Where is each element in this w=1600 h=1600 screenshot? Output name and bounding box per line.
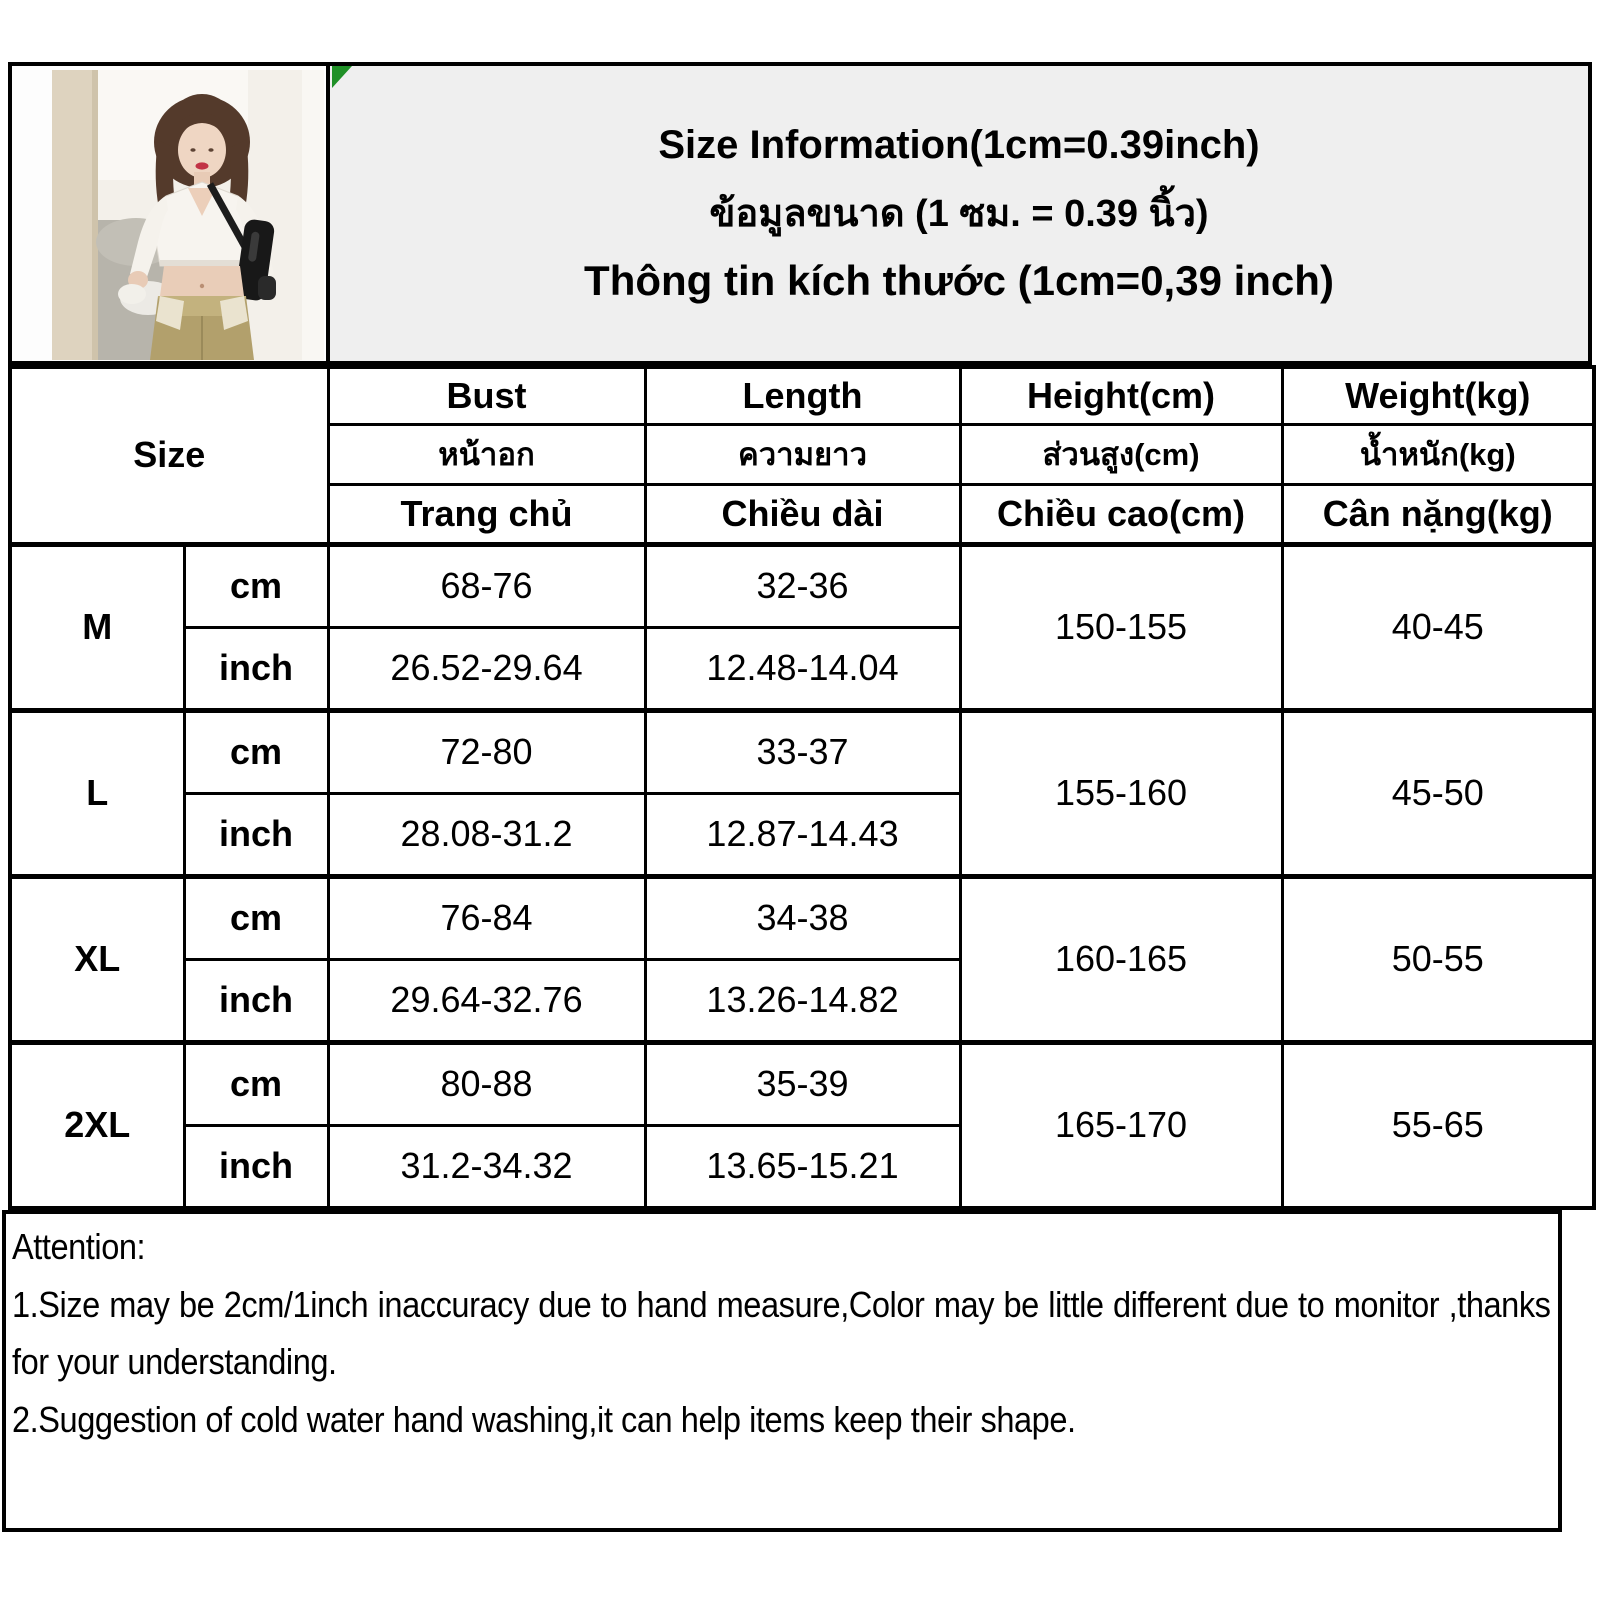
attention-box (2, 1210, 1562, 1532)
xl-weight: 50-55 (1282, 876, 1594, 1042)
xl-bust-inch: 29.64-32.76 (328, 959, 645, 1042)
col-header-bust-en: Bust (328, 367, 645, 424)
col-header-length-vi: Chiều dài (645, 484, 960, 544)
size-column-header: Size (10, 367, 328, 544)
unit-label-cm: cm (184, 876, 328, 959)
size-label-l: L (10, 710, 184, 876)
xl-height: 160-165 (960, 876, 1282, 1042)
unit-label-inch: inch (184, 959, 328, 1042)
col-header-bust-th: หน้าอก (328, 424, 645, 484)
unit-label-cm: cm (184, 544, 328, 627)
m-height: 150-155 (960, 544, 1282, 710)
size-table (8, 365, 1596, 1210)
header-section (8, 62, 1592, 365)
xl-bust-cm: 76-84 (328, 876, 645, 959)
title-vietnamese: Thông tin kích thước (1cm=0,39 inch) (584, 256, 1334, 304)
l-length-inch: 12.87-14.43 (645, 793, 960, 876)
col-header-height-vi: Chiều cao(cm) (960, 484, 1282, 544)
xl-length-cm: 34-38 (645, 876, 960, 959)
col-header-weight-en: Weight(kg) (1282, 367, 1594, 424)
2xl-length-inch: 13.65-15.21 (645, 1125, 960, 1208)
col-header-weight-vi: Cân nặng(kg) (1282, 484, 1594, 544)
m-length-cm: 32-36 (645, 544, 960, 627)
m-bust-inch: 26.52-29.64 (328, 627, 645, 710)
attention-note-2: 2.Suggestion of cold water hand washing,it can help items keep their shape. (12, 1398, 1076, 1440)
size-label-xl: XL (10, 876, 184, 1042)
title-cell (330, 62, 1592, 365)
l-length-cm: 33-37 (645, 710, 960, 793)
2xl-weight: 55-65 (1282, 1042, 1594, 1208)
col-header-length-en: Length (645, 367, 960, 424)
title-thai: ข้อมูลขนาด (1 ซม. = 0.39 นิ้ว) (709, 192, 1209, 235)
product-photo-cell (8, 62, 330, 365)
row-xl-cm (10, 876, 1594, 959)
m-length-inch: 12.48-14.04 (645, 627, 960, 710)
unit-label-inch: inch (184, 627, 328, 710)
l-bust-cm: 72-80 (328, 710, 645, 793)
unit-label-cm: cm (184, 1042, 328, 1125)
m-weight: 40-45 (1282, 544, 1594, 710)
row-2xl-cm (10, 1042, 1594, 1125)
green-corner-marker (332, 66, 352, 88)
2xl-length-cm: 35-39 (645, 1042, 960, 1125)
col-header-bust-vi: Trang chủ (328, 484, 645, 544)
unit-label-cm: cm (184, 710, 328, 793)
col-header-height-th: ส่วนสูง(cm) (960, 424, 1282, 484)
m-bust-cm: 68-76 (328, 544, 645, 627)
xl-length-inch: 13.26-14.82 (645, 959, 960, 1042)
col-header-height-en: Height(cm) (960, 367, 1282, 424)
attention-heading: Attention: (12, 1226, 146, 1267)
title-english: Size Information(1cm=0.39inch) (658, 122, 1260, 167)
attention-note-1: 1.Size may be 2cm/1inch inaccuracy due to hand measure,Color may be little different due to monitor ,thanks for your understanding. (12, 1283, 1551, 1383)
product-photo-illustration (52, 70, 324, 360)
col-header-length-th: ความยาว (645, 424, 960, 484)
l-bust-inch: 28.08-31.2 (328, 793, 645, 876)
attention-text (12, 1218, 1551, 1448)
size-label-2xl: 2XL (10, 1042, 184, 1208)
l-height: 155-160 (960, 710, 1282, 876)
row-l-cm (10, 710, 1594, 793)
l-weight: 45-50 (1282, 710, 1594, 876)
col-header-weight-th: น้ำหนัก(kg) (1282, 424, 1594, 484)
2xl-bust-cm: 80-88 (328, 1042, 645, 1125)
2xl-bust-inch: 31.2-34.32 (328, 1125, 645, 1208)
size-label-m: M (10, 544, 184, 710)
2xl-height: 165-170 (960, 1042, 1282, 1208)
header-row-english (10, 367, 1594, 424)
unit-label-inch: inch (184, 1125, 328, 1208)
unit-label-inch: inch (184, 793, 328, 876)
row-m-cm (10, 544, 1594, 627)
